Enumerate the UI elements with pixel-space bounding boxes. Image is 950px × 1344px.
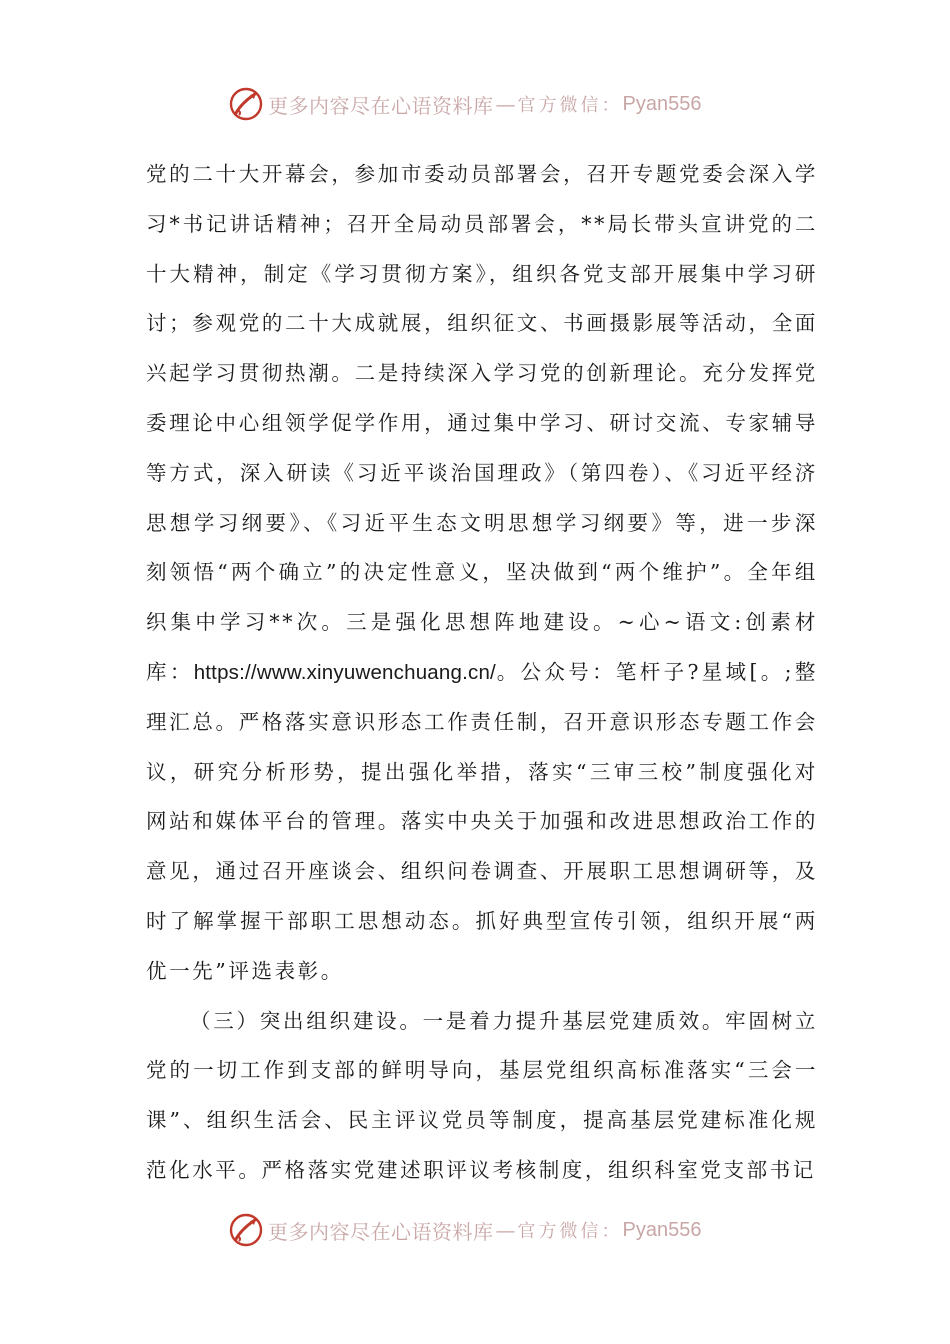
watermark-separator: — xyxy=(495,92,516,116)
paragraph-ideology-part2: 。公众号：笔杆子?星域[。;整理汇总。严格落实意识形态工作责任制，召开意识形态专题工作会议，研究分析形势，提出强化举措，落实“三审三校”制度强化对网站和媒体平台的管理。落实中央关于加强和改进思想政治工作的意见，通过召开座谈会、组织问卷调查、开展职工思想调研等，及时了解掌握干部职工思想动态。抓好典型宣传引领，组织开展“两优一先”评选表彰。 xyxy=(146,659,818,983)
watermark-wechat-label: 官方微信： xyxy=(517,95,623,116)
source-url-link[interactable]: https://www.xinyuwenchuang.cn/ xyxy=(193,660,496,684)
watermark-wechat-id: Pyan556 xyxy=(622,1218,702,1241)
paragraph-organization: （三）突出组织建设。一是着力提升基层党建质效。牢固树立党的一切工作到支部的鲜明导向，基层党组织高标准落实“三会一课”、组织生活会、民主评议党员等制度，提高基层党建标准化规范化水平。严格落实党建述职评议考核制度，组织科室党支部书记 xyxy=(146,1008,818,1182)
header-watermark xyxy=(228,84,748,124)
watermark-wechat-label: 官方微信： xyxy=(517,1221,623,1242)
watermark-separator: — xyxy=(495,1218,516,1242)
watermark-wechat-id: Pyan556 xyxy=(622,92,702,115)
watermark-brand: 更多内容尽在心语资料库 xyxy=(268,1219,494,1244)
watermark-brand: 更多内容尽在心语资料库 xyxy=(268,93,494,118)
paragraph-ideology xyxy=(146,150,818,997)
paragraph-ideology-part1: 党的二十大开幕会，参加市委动员部署会，召开专题党委会深入学习*书记讲话精神；召开全局动员部署会，**局长带头宣讲党的二十大精神，制定《学习贯彻方案》，组织各党支部开展集中学习研讨；参观党的二十大成就展，组织征文、书画摄影展等活动，全面兴起学习贯彻热潮。二是持续深入学习党的创新理论。充分发挥党委理论中心组领学促学作用，通过集中学习、研讨交流、专家辅导等方式，深入研读《习近平谈治国理政》（第四卷）、《习近平经济思想学习纲要》、《习近平生态文明思想学习纲要》等，进一步深刻领悟“两个确立”的决定性意义，坚决做到“两个维护”。全年组织集中学习**次。三是强化思想阵地建设。~心~语文:创素材库： xyxy=(146,162,818,684)
pen-logo-icon xyxy=(228,1212,264,1248)
pen-logo-icon xyxy=(228,86,264,122)
footer-watermark xyxy=(228,1210,748,1250)
document-body xyxy=(146,150,818,1196)
